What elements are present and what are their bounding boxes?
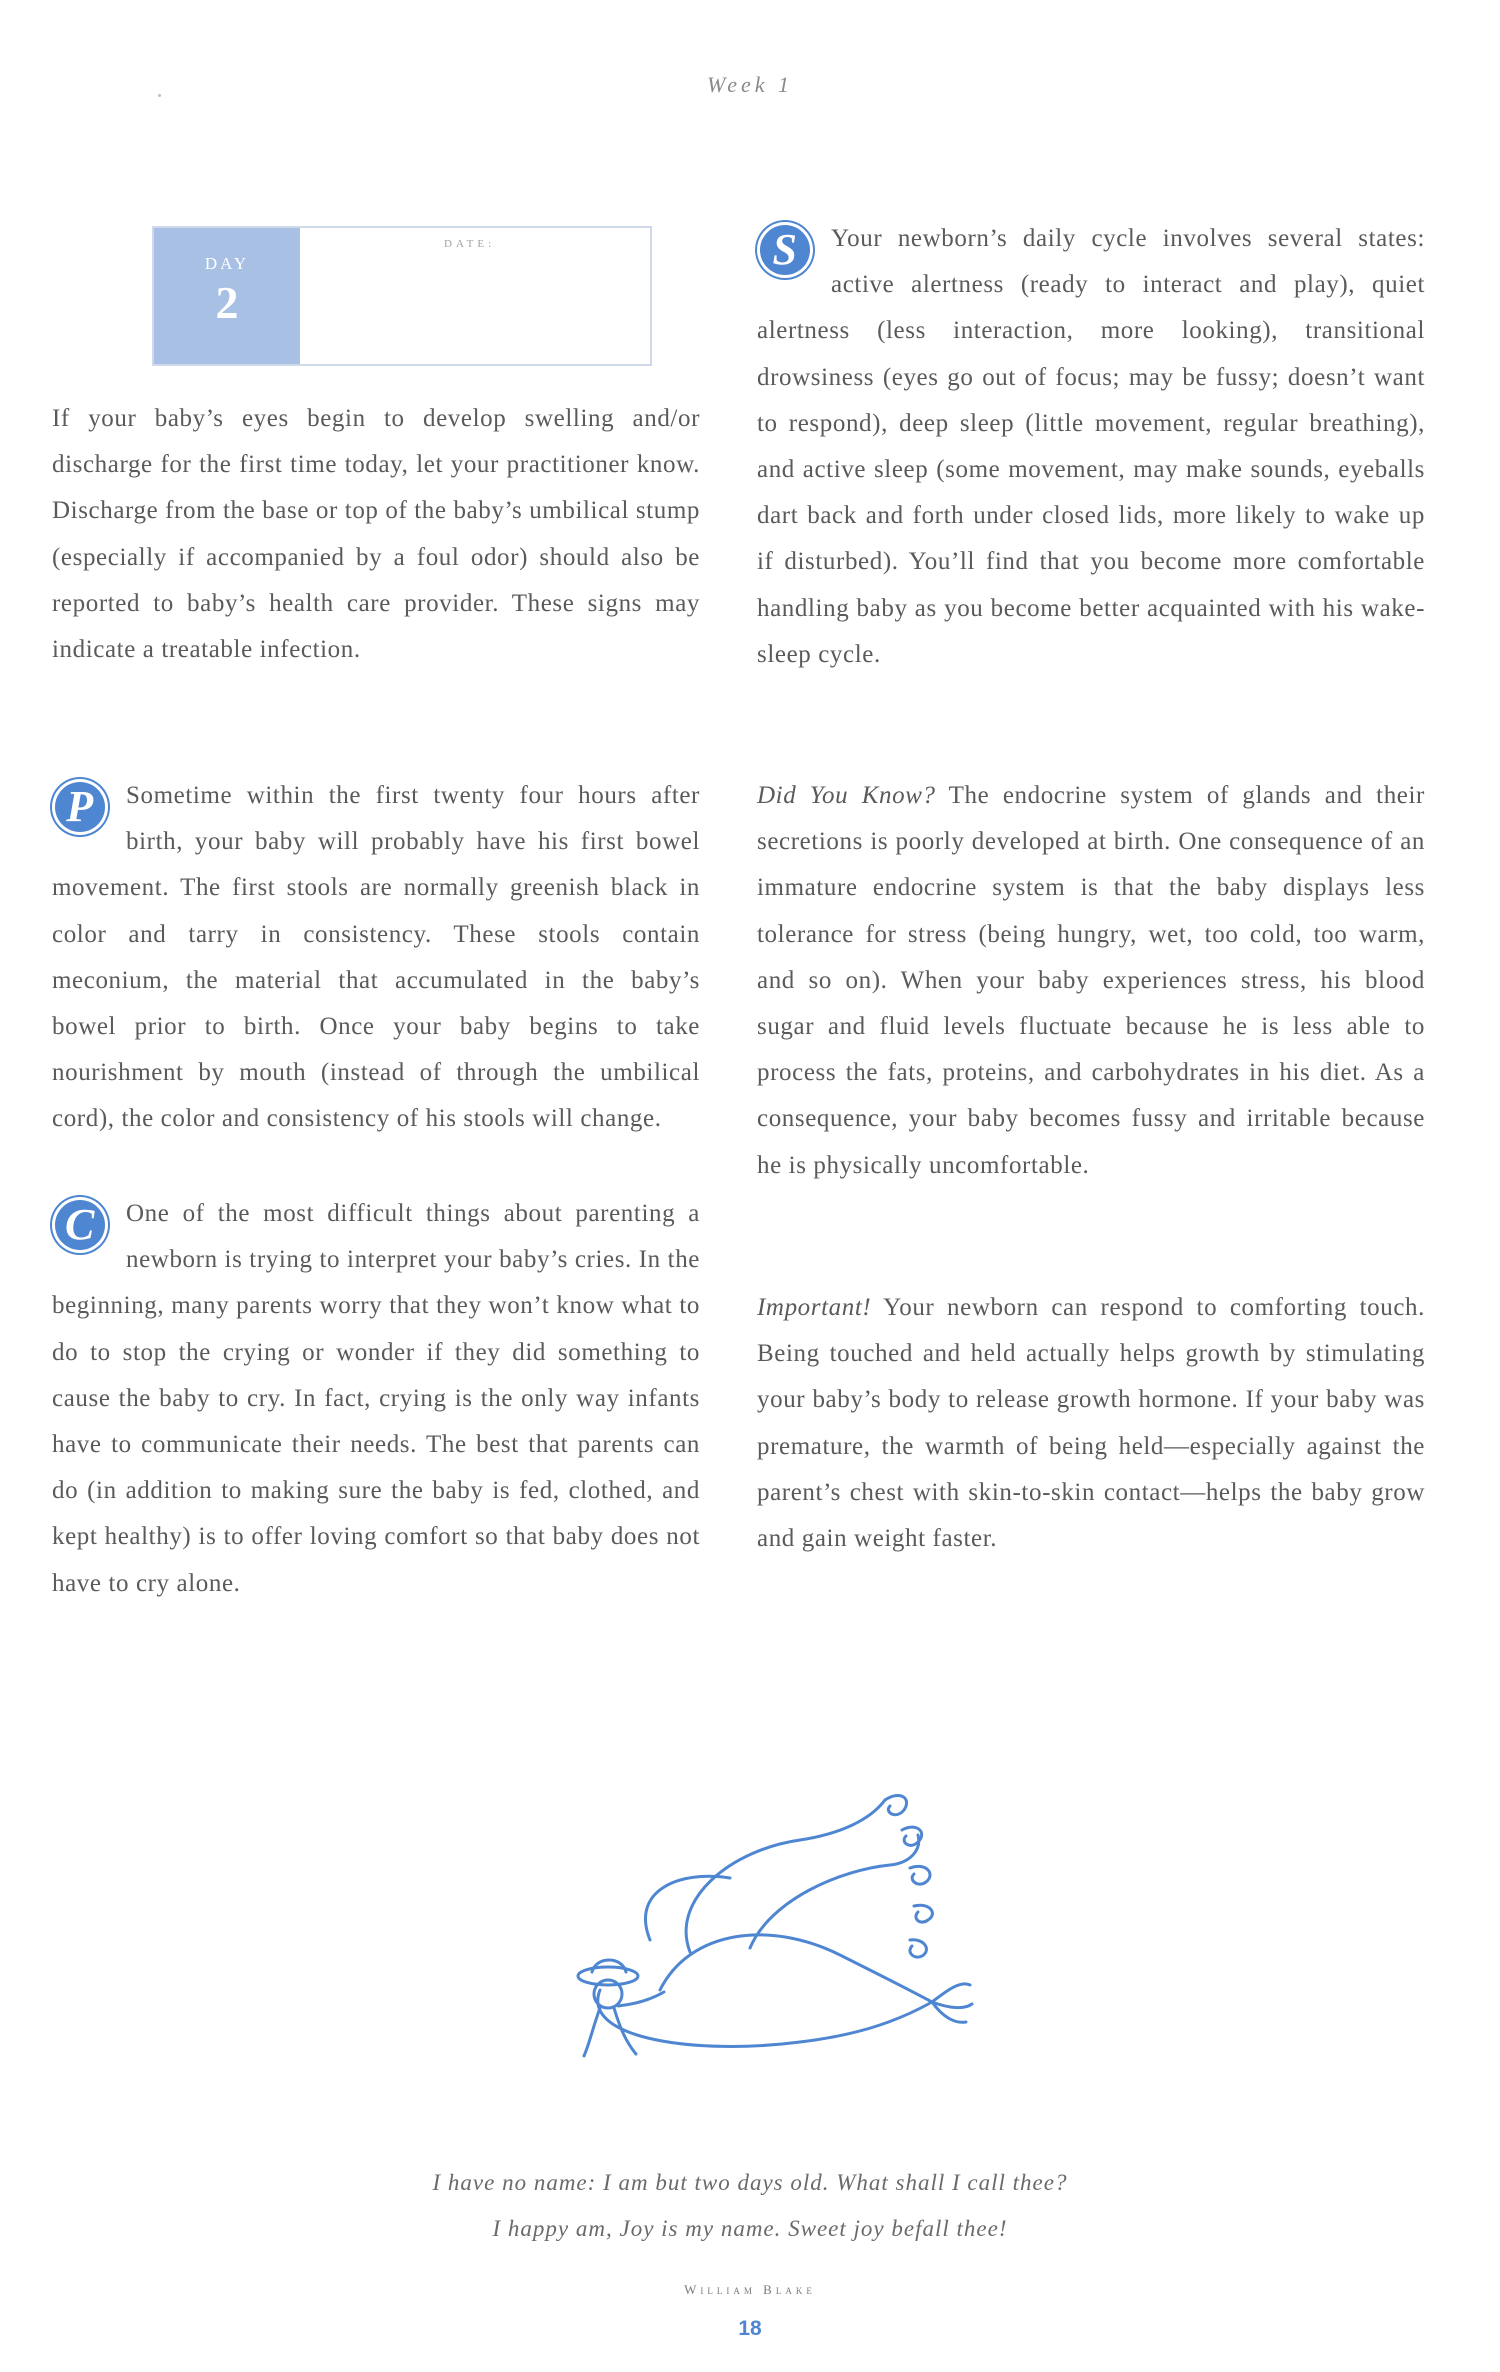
day-label: DAY (204, 254, 250, 273)
intro-paragraph: If your baby’s eyes begin to develop swelling and/or discharge for the first time today, let your practitioner know. Discharge from the base or top of the baby’s umbilical stump (especially if accompanied by a foul odor) should also be reported to baby’s health care provider. These signs may indicate a treatable infection. (52, 405, 700, 664)
quote-attribution: William Blake (684, 2282, 816, 2297)
important-text: Your newborn can respond to comforting touch. Being touched and held actually helps growth by stimulating your baby’s body to release growth hormone. If your baby was premature, the warmth of being held—especially against the parent’s chest with skin-to-skin contact—helps the baby grow and gain weight faster. (757, 1294, 1425, 1553)
p-dropcap-icon: P (52, 779, 108, 835)
s-dropcap-icon: S (757, 222, 813, 278)
wing-curl-3 (910, 1866, 930, 1884)
important-paragraph (757, 1285, 1425, 1562)
day-tab (154, 228, 300, 364)
page-number: 18 (738, 2317, 762, 2340)
did-you-know-lead: Did You Know? (757, 782, 936, 809)
figure-arm (618, 1992, 664, 2006)
bird-belly (660, 1935, 932, 2002)
c-section-text: One of the most difficult things about parenting a newborn is trying to interpret your baby’s cries. In the beginning, many parents worry that they won’t know what to do to stop the crying or wonder if they did something to cause the baby to cry. In fact, crying is the only way infants have to communicate their needs. The best that parents can do (in addition to making sure the baby is fed, clothed, and kept healthy) is to offer loving comfort so that baby does not have to cry alone. (52, 1200, 700, 1597)
bird-wing-front (750, 1835, 919, 1948)
quote-line-2: I happy am, Joy is my name. Sweet joy befall thee! (492, 2216, 1008, 2241)
c-dropcap-icon: C (52, 1197, 108, 1253)
p-section (52, 773, 700, 1143)
did-you-know-text: The endocrine system of glands and their secretions is poorly developed at birth. One consequence of an immature endocrine system is that the baby displays less tolerance for stress (being hungry, wet, too cold, too warm, and so on). When your baby experiences stress, his blood sugar and fluid levels fluctuate because he is less able to process the fats, proteins, and carbohydrates in his diet. As a consequence, your baby becomes fussy and irritable because he is physically uncomfortable. (757, 782, 1425, 1179)
day-number: 2 (215, 277, 239, 328)
figure-hat (578, 1967, 638, 1985)
s-section-text: Your newborn’s daily cycle involves several states: active alertness (ready to interact and play), quiet alertness (less interaction, more looking), transitional drowsiness (eyes go out of focus; may be fussy; doesn’t want to respond), deep sleep (little movement, regular breathing), and active sleep (some movement, may make sounds, eyeballs dart back and forth under closed lids, more likely to wake up if disturbed). You’ll find that you become more comfortable handling baby as you become better acquainted with his wake-sleep cycle. (757, 225, 1425, 668)
did-you-know-paragraph (757, 773, 1425, 1189)
day-box (152, 226, 652, 366)
wing-curl-1 (885, 1795, 907, 1814)
c-section (52, 1191, 700, 1607)
wing-curl-4 (914, 1905, 932, 1922)
s-section (757, 216, 1425, 678)
date-label: DATE: (444, 238, 496, 250)
quote-line-1: I have no name: I am but two days old. What shall I call thee? (432, 2170, 1068, 2195)
important-lead: Important! (757, 1294, 872, 1321)
p-section-text: Sometime within the first twenty four hours after birth, your baby will probably have his first bowel movement. The first stools are normally greenish black in color and tarry in consistency. These stools contain meconium, the material that accumulated in the baby’s bowel prior to birth. Once your baby begins to take nourishment by mouth (instead of through the umbilical cord), the color and consistency of his stools will change. (52, 782, 700, 1133)
wing-curl-5 (910, 1940, 927, 1957)
bird-wing-feathers (645, 1876, 730, 1940)
running-head: Week 1 (706, 72, 794, 97)
bird-tail (932, 1984, 972, 2022)
bird-illustration (540, 1780, 980, 2080)
